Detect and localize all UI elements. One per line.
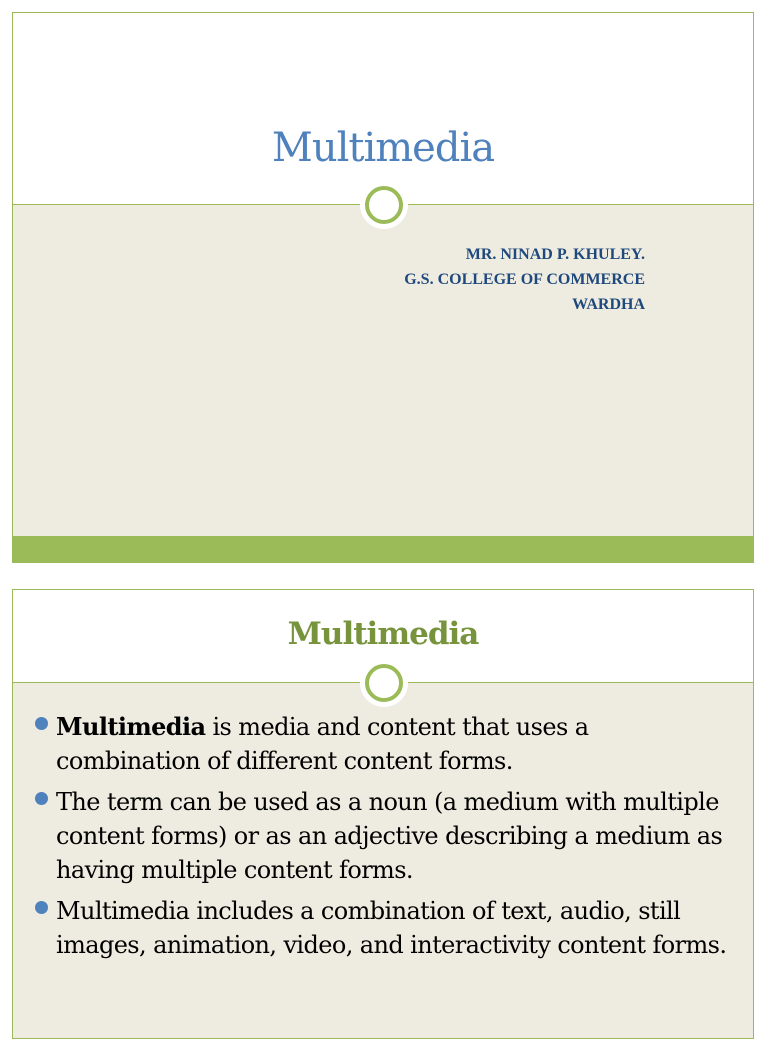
bullet-dot-icon (35, 901, 48, 914)
slide-2-title: Multimedia (287, 616, 479, 652)
subtitle-line-college: G.S. COLLEGE OF COMMERCE (404, 271, 645, 288)
bullet-item (31, 710, 735, 778)
slide-1-bottom-bar (13, 536, 753, 562)
ring-ornament-icon (365, 186, 403, 224)
bullet-text: Multimedia includes a combination of text, audio, still images, animation, video, and interactivity content forms. (56, 897, 727, 959)
slide-1-title-area (13, 13, 753, 204)
bullet-dot-icon (35, 792, 48, 805)
bullet-bold-term: Multimedia (56, 712, 206, 741)
slide-1-subtitle (404, 242, 645, 317)
slide-1 (12, 12, 754, 563)
slide-2 (12, 589, 754, 1039)
bullet-text: is media and content that uses a combination of different content forms. (56, 713, 589, 775)
bullet-item (31, 785, 735, 887)
bullet-text: The term can be used as a noun (a medium with multiple content forms) or as an adjective describing a medium as having multiple content forms. (56, 788, 723, 884)
bullet-item (31, 894, 735, 962)
subtitle-line-city: WARDHA (572, 296, 645, 313)
bullet-dot-icon (35, 717, 48, 730)
ring-ornament-icon (365, 664, 403, 702)
slide-1-title: Multimedia (271, 125, 495, 171)
bullet-list (31, 710, 735, 969)
subtitle-line-author: MR. NINAD P. KHULEY. (465, 246, 645, 263)
